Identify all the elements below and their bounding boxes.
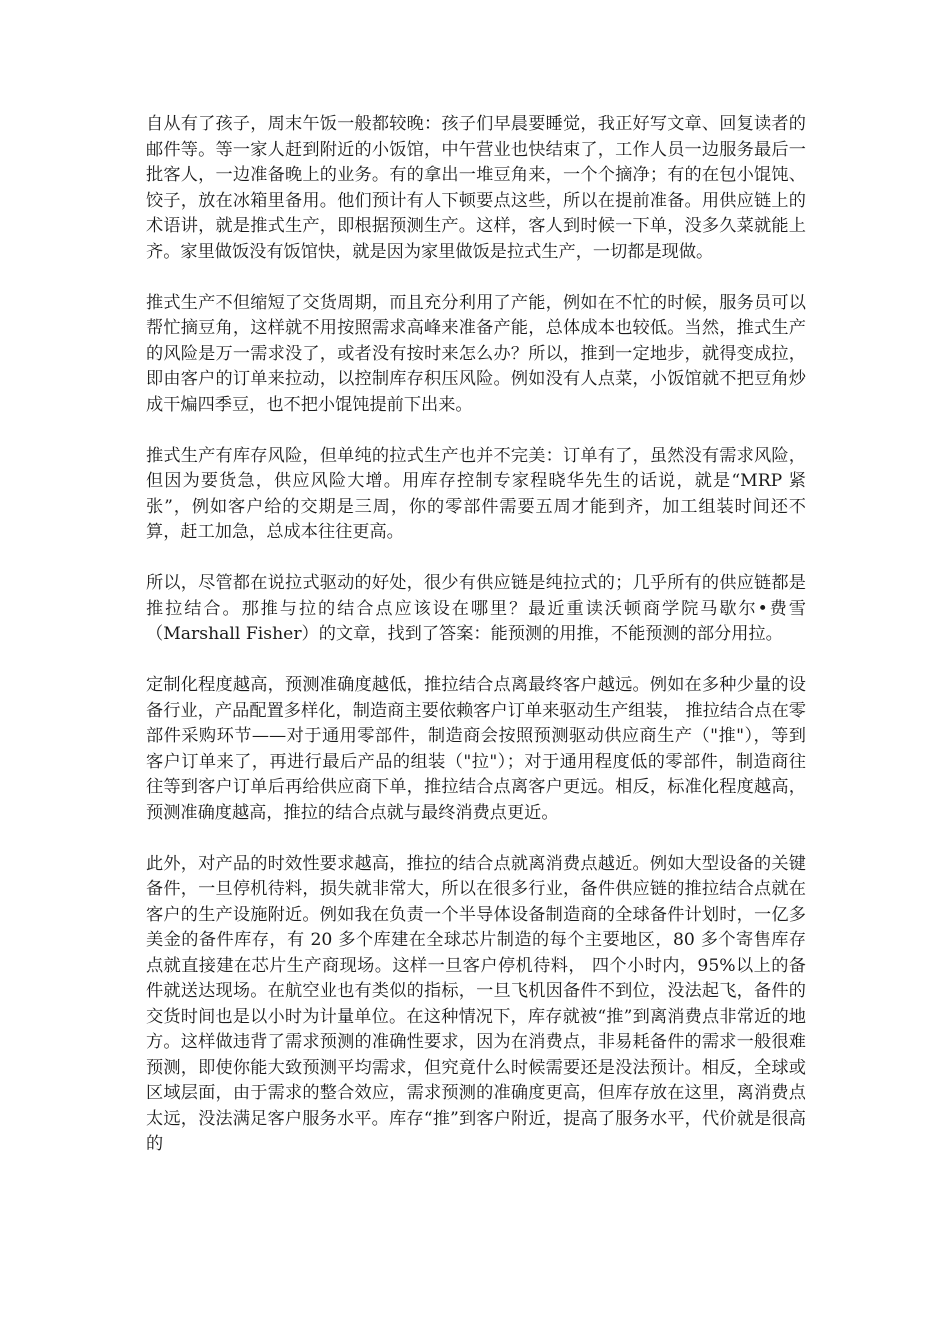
article-body bbox=[146, 112, 806, 1158]
paragraph-4: 所以，尽管都在说拉式驱动的好处，很少有供应链是纯拉式的；几乎所有的供应链都是推拉结合。那推与拉的结合点应该设在哪里？最近重读沃顿商学院马歇尔•费雪（Marshall Fisher）的文章，找到了答案：能预测的用推，不能预测的部分用拉。 bbox=[146, 573, 806, 644]
paragraph-2: 推式生产不但缩短了交货周期，而且充分利用了产能，例如在不忙的时候，服务员可以帮忙摘豆角，这样就不用按照需求高峰来准备产能，总体成本也较低。当然，推式生产的风险是万一需求没了，或者没有按时来怎么办？所以，推到一定地步，就得变成拉，即由客户的订单来拉动，以控制库存积压风险。例如没有人点菜，小饭馆就不把豆角炒成干煸四季豆，也不把小馄饨提前下出来。 bbox=[146, 292, 806, 415]
paragraph-5: 定制化程度越高，预测准确度越低，推拉结合点离最终客户越远。例如在多种少量的设备行业，产品配置多样化，制造商主要依赖客户订单来驱动生产组装， 推拉结合点在零部件采购环节——对于通用零部件，制造商会按照预测驱动供应商生产（"推"），等到客户订单来了，再进行最后产品的组装（"拉"）；对于通用程度低的零部件，制造商往往等到客户订单后再给供应商下单，推拉结合点离客户更远。相反，标准化程度越高，预测准确度越高，推拉的结合点就与最终消费点更近。 bbox=[146, 675, 806, 823]
paragraph-6: 此外，对产品的时效性要求越高，推拉的结合点就离消费点越近。例如大型设备的关键备件，一旦停机待料，损失就非常大，所以在很多行业，备件供应链的推拉结合点就在客户的生产设施附近。例如我在负责一个半导体设备制造商的全球备件计划时，一亿多美金的备件库存，有 20 多个库建在全球芯片制造的每个主要地区，80 多个寄售库存点就直接建在芯片生产商现场。这样一旦客户停机待料， 四个小时内，95%以上的备件就送达现场。在航空业也有类似的指标，一旦飞机因备件不到位，没法起飞，备件的交货时间也是以小时为计量单位。在这种情况下，库存就被“推”到离消费点非常近的地方。这样做违背了需求预测的准确性要求，因为在消费点，非易耗备件的需求一般很难预测，即使你能大致预测平均需求，但究竟什么时候需要还是没法预计。相反，全球或区域层面，由于需求的整合效应，需求预测的准确度更高，但库存放在这里，离消费点太远，没法满足客户服务水平。库存“推”到客户附近，提高了服务水平，代价就是很高的 bbox=[146, 853, 806, 1154]
paragraph-3: 推式生产有库存风险，但单纯的拉式生产也并不完美：订单有了，虽然没有需求风险，但因为要货急，供应风险大增。用库存控制专家程晓华先生的话说，就是“MRP 紧张”，例如客户给的交期是三周，你的零部件需要五周才能到齐，加工组装时间还不算，赶工加急，总成本往往更高。 bbox=[146, 445, 806, 542]
paragraph-1: 自从有了孩子，周末午饭一般都较晚：孩子们早晨要睡觉，我正好写文章、回复读者的邮件等。等一家人赶到附近的小饭馆，中午营业也快结束了，工作人员一边服务最后一批客人，一边准备晚上的业务。有的拿出一堆豆角来，一个个摘净；有的在包小馄饨、饺子，放在冰箱里备用。他们预计有人下顿要点这些，所以在提前准备。用供应链上的术语讲，就是推式生产，即根据预测生产。这样，客人到时候一下单，没多久菜就能上齐。家里做饭没有饭馆快，就是因为家里做饭是拉式生产，一切都是现做。 bbox=[146, 114, 806, 262]
